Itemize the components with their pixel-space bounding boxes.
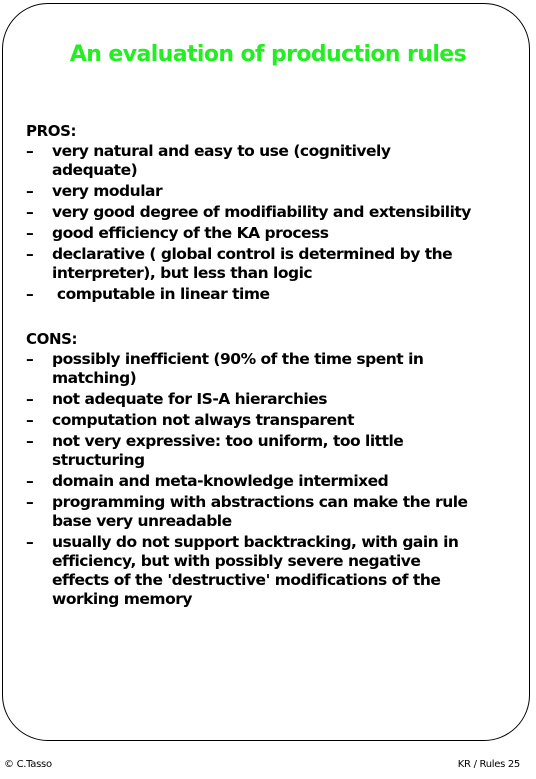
pros-item-text: very good degree of modifiability and extensibility bbox=[52, 203, 471, 221]
cons-item bbox=[26, 493, 516, 531]
cons-item bbox=[26, 390, 516, 409]
cons-item bbox=[26, 350, 516, 388]
bullet-dash: – bbox=[26, 432, 34, 450]
cons-item-text: not very expressive: too uniform, too little structuring bbox=[52, 432, 404, 469]
pros-item bbox=[26, 245, 516, 283]
bullet-dash: – bbox=[26, 285, 34, 303]
pros-item-text: good efficiency of the KA process bbox=[52, 224, 329, 242]
pros-item bbox=[26, 203, 516, 222]
pros-item-text: very modular bbox=[52, 182, 163, 200]
pros-item bbox=[26, 182, 516, 201]
pros-item bbox=[26, 285, 516, 304]
cons-item bbox=[26, 533, 516, 609]
cons-item bbox=[26, 432, 516, 470]
bullet-dash: – bbox=[26, 203, 34, 221]
cons-item-text: computation not always transparent bbox=[52, 411, 355, 429]
pros-section bbox=[26, 122, 516, 306]
bullet-dash: – bbox=[26, 182, 34, 200]
pros-item bbox=[26, 224, 516, 243]
slide-title: An evaluation of production rules bbox=[69, 42, 467, 67]
pros-item-text: very natural and easy to use (cognitively adequate) bbox=[52, 142, 391, 179]
cons-item bbox=[26, 411, 516, 430]
pros-list bbox=[26, 142, 516, 304]
pros-heading: PROS: bbox=[26, 122, 77, 140]
bullet-dash: – bbox=[26, 142, 34, 160]
cons-section bbox=[26, 330, 516, 611]
bullet-dash: – bbox=[26, 533, 34, 551]
bullet-dash: – bbox=[26, 350, 34, 368]
footer-author: © C.Tasso bbox=[4, 759, 52, 770]
cons-item-text: usually do not support backtracking, with gain in efficiency, but with possibly severe negative effects of the 'destructive' modifications of the working memory bbox=[52, 533, 459, 608]
bullet-dash: – bbox=[26, 224, 34, 242]
bullet-dash: – bbox=[26, 245, 34, 263]
cons-list bbox=[26, 350, 516, 609]
cons-item bbox=[26, 472, 516, 491]
bullet-dash: – bbox=[26, 390, 34, 408]
bullet-dash: – bbox=[26, 411, 34, 429]
cons-item-text: programming with abstractions can make the rule base very unreadable bbox=[52, 493, 468, 530]
cons-item-text: not adequate for IS-A hierarchies bbox=[52, 390, 328, 408]
footer-page-number: KR / Rules 25 bbox=[457, 759, 520, 770]
cons-heading: CONS: bbox=[26, 330, 78, 348]
bullet-dash: – bbox=[26, 472, 34, 490]
cons-item-text: possibly inefficient (90% of the time spent in matching) bbox=[52, 350, 424, 387]
pros-item bbox=[26, 142, 516, 180]
pros-item-text: computable in linear time bbox=[52, 285, 270, 303]
pros-item-text: declarative ( global control is determined by the interpreter), but less than logic bbox=[52, 245, 453, 282]
bullet-dash: – bbox=[26, 493, 34, 511]
cons-item-text: domain and meta-knowledge intermixed bbox=[52, 472, 389, 490]
